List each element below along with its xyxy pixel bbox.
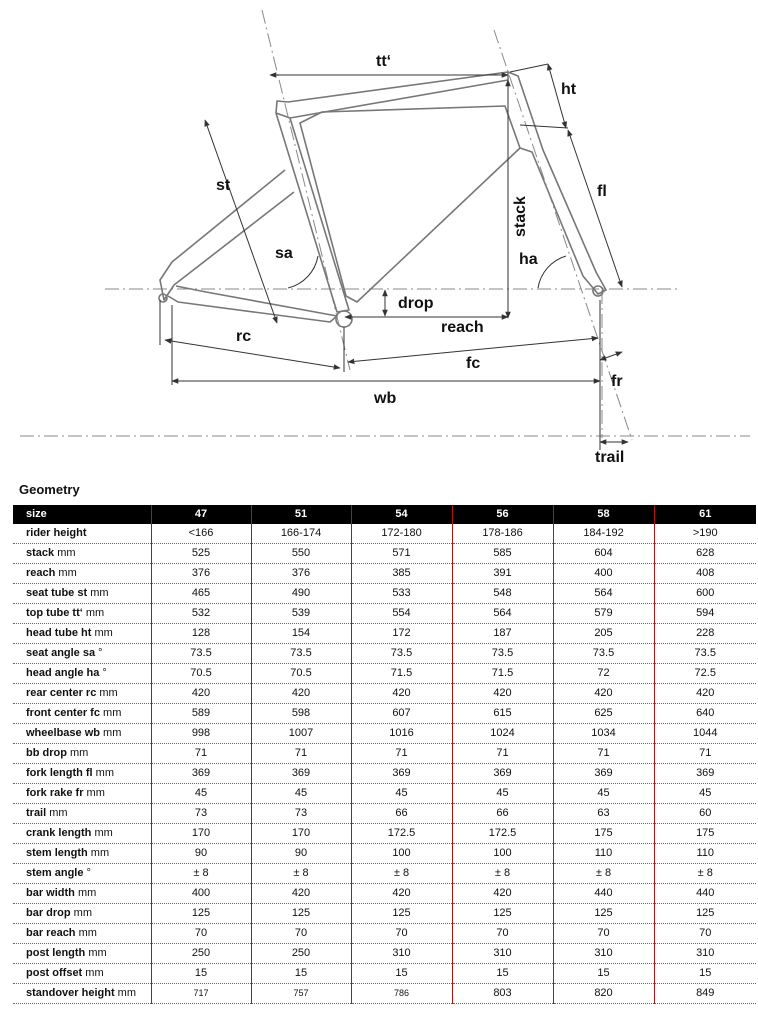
- table-row: [13, 884, 756, 904]
- table-cell: 607: [351, 704, 452, 724]
- row-unit: °: [95, 647, 103, 659]
- row-unit: mm: [74, 887, 97, 899]
- table-cell: 564: [452, 604, 553, 624]
- row-unit: mm: [55, 567, 77, 579]
- table-cell: 310: [553, 944, 654, 964]
- row-name: bar width: [26, 887, 75, 899]
- table-cell: 73.5: [654, 644, 756, 664]
- table-cell: 15: [654, 964, 756, 984]
- table-cell: 1024: [452, 724, 553, 744]
- row-name: crank length: [26, 827, 92, 839]
- table-cell: 604: [553, 544, 654, 564]
- table-cell: 594: [654, 604, 756, 624]
- table-cell: 585: [452, 544, 553, 564]
- row-unit: mm: [75, 927, 97, 939]
- table-cell: 420: [251, 884, 351, 904]
- table-cell: 172.5: [452, 824, 553, 844]
- row-label: [13, 564, 151, 584]
- table-row: [13, 544, 756, 564]
- table-cell: 803: [452, 984, 553, 1004]
- table-cell: 420: [351, 884, 452, 904]
- table-cell: 589: [151, 704, 251, 724]
- table-cell: 628: [654, 544, 756, 564]
- row-name: trail: [26, 807, 47, 819]
- label-reach: reach: [441, 319, 484, 336]
- row-name: bar reach: [26, 927, 76, 939]
- table-cell: 250: [151, 944, 251, 964]
- table-cell: 166-174: [251, 524, 351, 544]
- table-cell: 420: [452, 684, 553, 704]
- label-tt: tt‘: [376, 53, 392, 70]
- table-cell: 717: [151, 984, 251, 1004]
- label-ht: ht: [561, 81, 577, 98]
- label-st: st: [216, 177, 231, 194]
- row-label: [13, 784, 151, 804]
- label-stack: stack: [512, 196, 529, 237]
- table-cell: 70: [452, 924, 553, 944]
- table-row: [13, 824, 756, 844]
- header-size-label: size: [26, 508, 47, 520]
- row-label: [13, 804, 151, 824]
- table-cell: <166: [151, 524, 251, 544]
- row-label: [13, 744, 151, 764]
- label-fr: fr: [611, 373, 623, 390]
- row-name: top tube tt‘: [26, 607, 83, 619]
- label-fc: fc: [466, 355, 481, 372]
- table-cell: 525: [151, 544, 251, 564]
- table-cell: 554: [351, 604, 452, 624]
- row-label: [13, 844, 151, 864]
- label-sa: sa: [275, 245, 293, 262]
- label-rc: rc: [236, 328, 252, 345]
- table-row: [13, 744, 756, 764]
- table-cell: 376: [251, 564, 351, 584]
- table-cell: 579: [553, 604, 654, 624]
- table-cell: 73.5: [553, 644, 654, 664]
- table-cell: 598: [251, 704, 351, 724]
- table-cell: 90: [151, 844, 251, 864]
- table-row: [13, 524, 756, 544]
- row-unit: mm: [85, 947, 107, 959]
- row-unit: mm: [96, 687, 118, 699]
- table-cell: 786: [351, 984, 452, 1004]
- table-cell: 548: [452, 584, 553, 604]
- table-cell: 998: [151, 724, 251, 744]
- row-name: rear center rc: [26, 687, 97, 699]
- row-name: stem angle: [26, 867, 84, 879]
- table-cell: 600: [654, 584, 756, 604]
- row-name: front center fc: [26, 707, 100, 719]
- table-row: [13, 644, 756, 664]
- table-cell: 66: [452, 804, 553, 824]
- header-size: 51: [251, 505, 351, 524]
- table-row: [13, 844, 756, 864]
- row-name: reach: [26, 567, 56, 579]
- row-label: [13, 884, 151, 904]
- row-unit: mm: [54, 547, 76, 559]
- table-cell: 70: [151, 924, 251, 944]
- table-cell: ± 8: [452, 864, 553, 884]
- table-cell: 15: [452, 964, 553, 984]
- table-row: [13, 604, 756, 624]
- table-cell: 70: [351, 924, 452, 944]
- table-cell: 172: [351, 624, 452, 644]
- table-cell: 73.5: [452, 644, 553, 664]
- table-cell: 391: [452, 564, 553, 584]
- row-label: [13, 664, 151, 684]
- table-cell: 440: [654, 884, 756, 904]
- row-unit: mm: [91, 627, 113, 639]
- table-cell: 71: [151, 744, 251, 764]
- table-cell: ± 8: [654, 864, 756, 884]
- row-name: fork length fl: [26, 767, 93, 779]
- table-cell: 532: [151, 604, 251, 624]
- table-cell: 90: [251, 844, 351, 864]
- geometry-table: [13, 505, 756, 1004]
- row-unit: mm: [82, 967, 104, 979]
- table-cell: 175: [654, 824, 756, 844]
- row-name: bb drop: [26, 747, 67, 759]
- row-label: [13, 984, 151, 1004]
- row-unit: mm: [92, 767, 114, 779]
- table-cell: 420: [351, 684, 452, 704]
- row-label: [13, 624, 151, 644]
- table-cell: 550: [251, 544, 351, 564]
- table-cell: 72.5: [654, 664, 756, 684]
- table-cell: 15: [553, 964, 654, 984]
- table-cell: 45: [553, 784, 654, 804]
- table-cell: 45: [351, 784, 452, 804]
- table-cell: 70.5: [251, 664, 351, 684]
- table-cell: 100: [351, 844, 452, 864]
- row-label: [13, 924, 151, 944]
- table-cell: 400: [151, 884, 251, 904]
- geometry-title: Geometry: [19, 482, 80, 497]
- table-cell: 400: [553, 564, 654, 584]
- table-row: [13, 904, 756, 924]
- label-ha: ha: [519, 251, 538, 268]
- table-cell: 170: [151, 824, 251, 844]
- row-name: post length: [26, 947, 86, 959]
- table-cell: 125: [553, 904, 654, 924]
- table-row: [13, 964, 756, 984]
- table-cell: 45: [654, 784, 756, 804]
- table-cell: 385: [351, 564, 452, 584]
- table-cell: 757: [251, 984, 351, 1004]
- table-cell: 70: [654, 924, 756, 944]
- row-label: [13, 584, 151, 604]
- row-label: [13, 864, 151, 884]
- row-label: [13, 764, 151, 784]
- row-name: fork rake fr: [26, 787, 84, 799]
- table-cell: 128: [151, 624, 251, 644]
- table-cell: ± 8: [151, 864, 251, 884]
- table-cell: 175: [553, 824, 654, 844]
- row-unit: mm: [99, 707, 122, 719]
- table-cell: ± 8: [553, 864, 654, 884]
- table-cell: 440: [553, 884, 654, 904]
- table-cell: 71.5: [452, 664, 553, 684]
- table-cell: 71.5: [351, 664, 452, 684]
- table-cell: 369: [452, 764, 553, 784]
- table-cell: 250: [251, 944, 351, 964]
- table-cell: 625: [553, 704, 654, 724]
- table-cell: 369: [654, 764, 756, 784]
- table-row: [13, 564, 756, 584]
- table-cell: 1016: [351, 724, 452, 744]
- label-wb: wb: [374, 390, 397, 407]
- table-cell: 45: [452, 784, 553, 804]
- table-cell: 125: [654, 904, 756, 924]
- header-size: 54: [351, 505, 452, 524]
- table-cell: 1044: [654, 724, 756, 744]
- table-cell: >190: [654, 524, 756, 544]
- table-cell: 533: [351, 584, 452, 604]
- table-header-row: [13, 505, 756, 524]
- table-cell: 228: [654, 624, 756, 644]
- row-label: [13, 964, 151, 984]
- row-name: bar drop: [26, 907, 71, 919]
- table-row: [13, 724, 756, 744]
- row-name: seat angle sa: [26, 647, 96, 659]
- row-name: seat tube st: [26, 587, 88, 599]
- table-cell: 539: [251, 604, 351, 624]
- table-cell: 15: [151, 964, 251, 984]
- table-cell: 408: [654, 564, 756, 584]
- table-cell: 376: [151, 564, 251, 584]
- header-size: 58: [553, 505, 654, 524]
- row-name: stack: [26, 547, 55, 559]
- row-unit: mm: [66, 747, 89, 759]
- table-cell: 571: [351, 544, 452, 564]
- table-cell: 420: [654, 684, 756, 704]
- row-name: wheelbase wb: [26, 727, 100, 739]
- table-cell: 369: [553, 764, 654, 784]
- table-cell: 369: [251, 764, 351, 784]
- row-label: [13, 544, 151, 564]
- table-row: [13, 864, 756, 884]
- row-unit: mm: [83, 787, 105, 799]
- table-row: [13, 664, 756, 684]
- table-cell: 70: [251, 924, 351, 944]
- table-cell: 420: [553, 684, 654, 704]
- label-drop: drop: [398, 295, 434, 312]
- row-name: head tube ht: [26, 627, 92, 639]
- header-size: 47: [151, 505, 251, 524]
- row-name: standover height: [26, 987, 115, 999]
- row-label: [13, 524, 151, 544]
- table-row: [13, 984, 756, 1004]
- row-unit: mm: [99, 727, 122, 739]
- label-trail: trail: [595, 449, 625, 466]
- table-cell: 490: [251, 584, 351, 604]
- table-cell: 63: [553, 804, 654, 824]
- table-cell: 71: [654, 744, 756, 764]
- table-cell: 71: [351, 744, 452, 764]
- table-row: [13, 704, 756, 724]
- table-cell: 205: [553, 624, 654, 644]
- table-cell: ± 8: [351, 864, 452, 884]
- frame-geometry-diagram: [0, 0, 758, 470]
- row-unit: mm: [46, 807, 68, 819]
- table-cell: 45: [251, 784, 351, 804]
- table-cell: 640: [654, 704, 756, 724]
- table-cell: 73.5: [251, 644, 351, 664]
- row-unit: mm: [70, 907, 93, 919]
- table-cell: 849: [654, 984, 756, 1004]
- table-cell: 73.5: [151, 644, 251, 664]
- row-unit: °: [99, 667, 107, 679]
- table-cell: 1034: [553, 724, 654, 744]
- table-cell: 420: [251, 684, 351, 704]
- table-cell: 184-192: [553, 524, 654, 544]
- table-cell: 172.5: [351, 824, 452, 844]
- table-cell: 154: [251, 624, 351, 644]
- table-body: [13, 524, 756, 1004]
- table-cell: 564: [553, 584, 654, 604]
- table-cell: ± 8: [251, 864, 351, 884]
- table-cell: 70: [553, 924, 654, 944]
- table-cell: 420: [452, 884, 553, 904]
- table-cell: 178-186: [452, 524, 553, 544]
- table-cell: 15: [351, 964, 452, 984]
- row-label: [13, 604, 151, 624]
- header-size: 56: [452, 505, 553, 524]
- table-row: [13, 804, 756, 824]
- table-row: [13, 924, 756, 944]
- row-name: stem length: [26, 847, 88, 859]
- table-cell: 187: [452, 624, 553, 644]
- table-cell: 125: [251, 904, 351, 924]
- table-cell: 170: [251, 824, 351, 844]
- table-cell: 60: [654, 804, 756, 824]
- table-row: [13, 684, 756, 704]
- table-cell: 125: [151, 904, 251, 924]
- table-cell: 369: [151, 764, 251, 784]
- table-cell: 73.5: [351, 644, 452, 664]
- table-cell: 125: [452, 904, 553, 924]
- table-cell: 125: [351, 904, 452, 924]
- row-label: [13, 704, 151, 724]
- table-cell: 110: [553, 844, 654, 864]
- row-name: rider height: [26, 527, 87, 539]
- row-name: post offset: [26, 967, 83, 979]
- row-label: [13, 904, 151, 924]
- table-cell: 73: [151, 804, 251, 824]
- header-size: 61: [654, 505, 756, 524]
- table-cell: 369: [351, 764, 452, 784]
- table-cell: 615: [452, 704, 553, 724]
- row-unit: mm: [82, 607, 105, 619]
- table-cell: 310: [452, 944, 553, 964]
- table-cell: 310: [654, 944, 756, 964]
- table-cell: 1007: [251, 724, 351, 744]
- table-cell: 71: [452, 744, 553, 764]
- table-row: [13, 944, 756, 964]
- row-unit: mm: [87, 847, 110, 859]
- table-cell: 71: [553, 744, 654, 764]
- table-row: [13, 584, 756, 604]
- table-cell: 465: [151, 584, 251, 604]
- table-row: [13, 624, 756, 644]
- row-label: [13, 944, 151, 964]
- table-cell: 73: [251, 804, 351, 824]
- table-cell: 66: [351, 804, 452, 824]
- table-cell: 310: [351, 944, 452, 964]
- row-name: head angle ha: [26, 667, 100, 679]
- row-label: [13, 724, 151, 744]
- row-unit: mm: [87, 587, 109, 599]
- row-label: [13, 644, 151, 664]
- table-cell: 15: [251, 964, 351, 984]
- table-cell: 100: [452, 844, 553, 864]
- table-cell: 420: [151, 684, 251, 704]
- table-cell: 820: [553, 984, 654, 1004]
- table-cell: 110: [654, 844, 756, 864]
- table-row: [13, 784, 756, 804]
- row-unit: °: [83, 867, 91, 879]
- row-label: [13, 824, 151, 844]
- table-cell: 72: [553, 664, 654, 684]
- row-unit: mm: [91, 827, 113, 839]
- table-row: [13, 764, 756, 784]
- table-cell: 70.5: [151, 664, 251, 684]
- table-cell: 45: [151, 784, 251, 804]
- label-fl: fl: [597, 183, 607, 200]
- row-label: [13, 684, 151, 704]
- row-unit: mm: [114, 987, 137, 999]
- table-cell: 172-180: [351, 524, 452, 544]
- table-cell: 71: [251, 744, 351, 764]
